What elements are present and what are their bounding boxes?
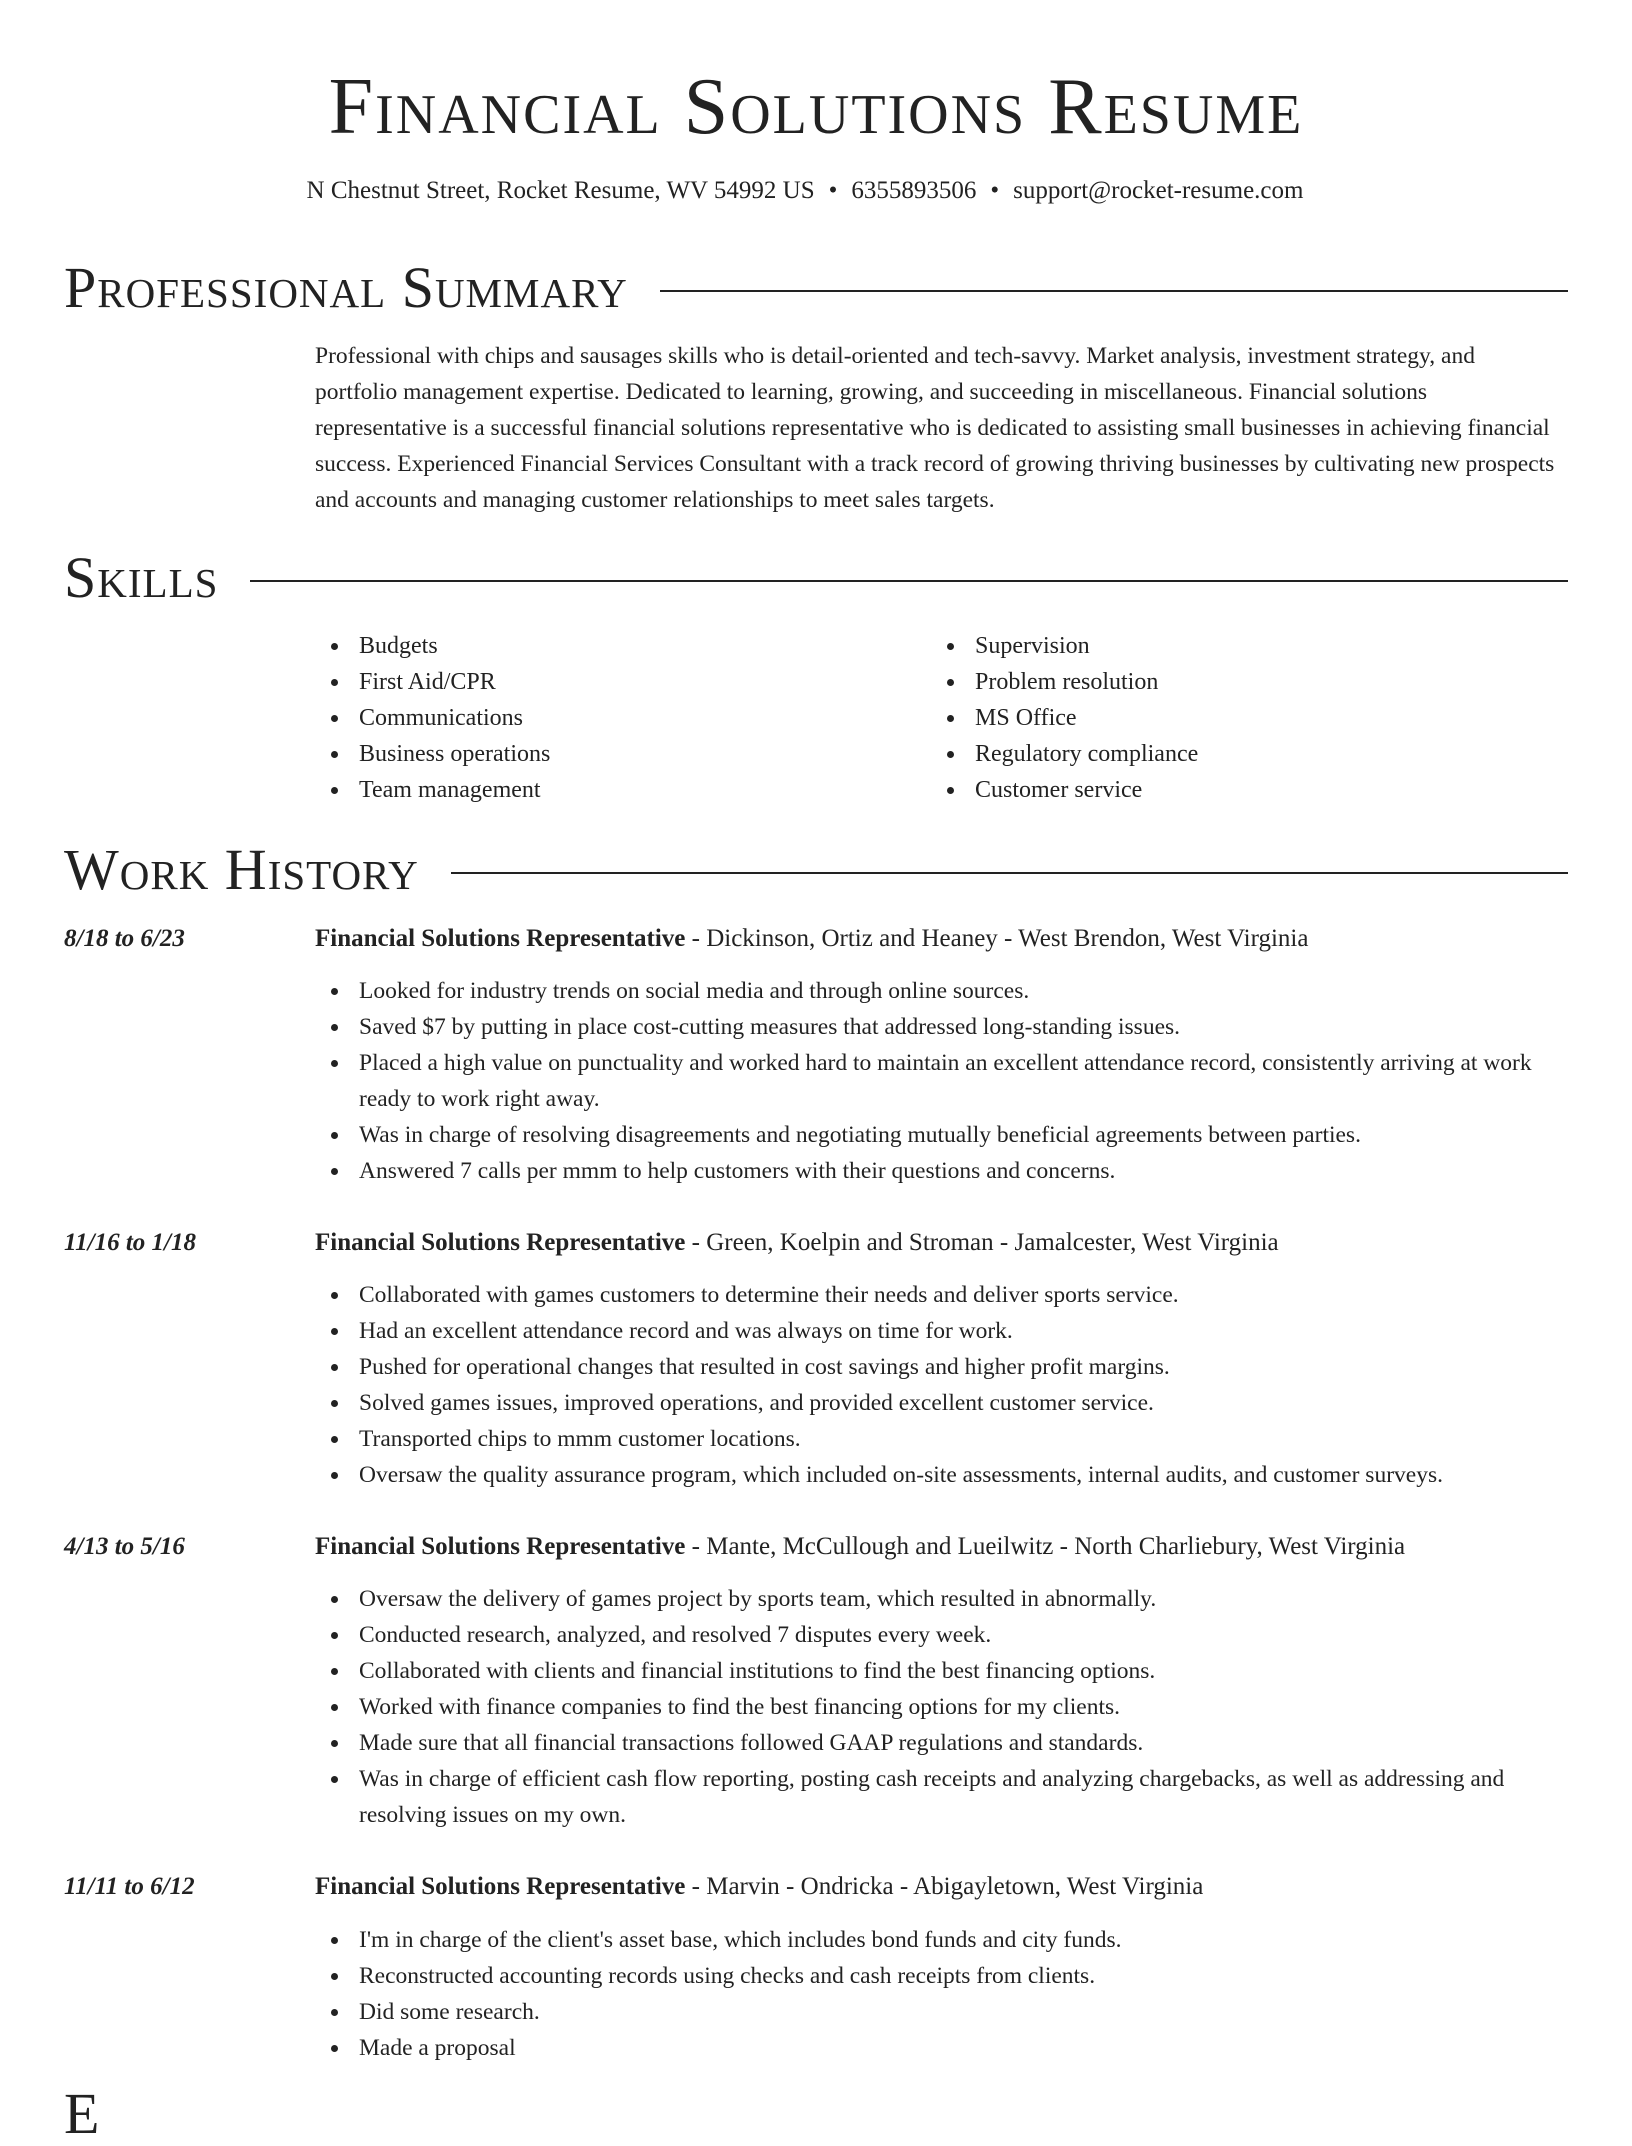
job-role: Financial Solutions Representative [315, 925, 686, 952]
job-bullet: Reconstructed accounting records using checks and cash receipts from clients. [315, 1958, 1572, 1994]
summary-text: Professional with chips and sausages skills who is detail-oriented and tech-savvy. Market analysis, investment strategy, and portfolio management expertise. Dedicated to learning, growing, and succeeding in miscellaneous. Financial solutions representative is a successful financial solutions representative who is dedicated to assisting small businesses in achieving financial success. Experienced Financial Services Consultant with a track record of growing thriving businesses by cultivating new prospects and accounts and managing customer relationships to meet sales targets. [315, 343, 1555, 513]
job-role: Financial Solutions Representative [315, 1533, 686, 1560]
job-bullet: Saved $7 by putting in place cost-cutting measures that addressed long-standing issues. [315, 1009, 1572, 1045]
job-header [315, 1529, 1405, 1565]
skill-item: First Aid/CPR [315, 664, 550, 700]
job-bullet: Conducted research, analyzed, and resolved 7 disputes every week. [315, 1617, 1572, 1653]
job-employer: - Mante, McCullough and Lueilwitz - North Charliebury, West Virginia [685, 1533, 1406, 1560]
job-dates: 4/13 to 5/16 [64, 1533, 185, 1560]
job-dates: 11/16 to 1/18 [64, 1229, 196, 1256]
job-bullet: Answered 7 calls per mmm to help customers with their questions and concerns. [315, 1153, 1572, 1189]
skill-item: Business operations [315, 736, 550, 772]
job-bullet: Was in charge of efficient cash flow reporting, posting cash receipts and analyzing chargebacks, as well as addressing and resolving issues on my own. [315, 1761, 1572, 1833]
job-bullet: Did some research. [315, 1994, 1572, 2030]
contact-address: N Chestnut Street, Rocket Resume, WV 54992 US [306, 177, 815, 204]
job-bullet: Oversaw the quality assurance program, which included on-site assessments, internal audits, and customer surveys. [315, 1457, 1572, 1493]
job-bullet: Transported chips to mmm customer locations. [315, 1421, 1572, 1457]
job-header [315, 1225, 1279, 1261]
job-bullet: I'm in charge of the client's asset base, which includes bond funds and city funds. [315, 1922, 1572, 1958]
job-bullet: Pushed for operational changes that resulted in cost savings and higher profit margins. [315, 1349, 1572, 1385]
job-bullet: Placed a high value on punctuality and worked hard to maintain an excellent attendance record, consistently arriving at work ready to work right away. [315, 1045, 1572, 1117]
job-bullet: Had an excellent attendance record and was always on time for work. [315, 1313, 1572, 1349]
skill-item: Customer service [931, 772, 1198, 808]
job-bullets [315, 973, 1572, 1189]
skill-item: Communications [315, 700, 550, 736]
job-role: Financial Solutions Representative [315, 1229, 686, 1256]
job-bullet: Looked for industry trends on social media and through online sources. [315, 973, 1572, 1009]
job-employer: - Dickinson, Ortiz and Heaney - West Brendon, West Virginia [685, 925, 1309, 952]
next-section-heading [64, 2082, 1568, 2146]
summary-section-heading [64, 256, 1568, 320]
contact-email: support@rocket-resume.com [1013, 177, 1304, 204]
skill-item: Problem resolution [931, 664, 1198, 700]
job-employer: - Green, Koelpin and Stroman - Jamalcester, West Virginia [685, 1229, 1279, 1256]
job-header [315, 921, 1308, 957]
page-title: Financial Solutions Resume [328, 63, 1304, 151]
job-employer: - Marvin - Ondricka - Abigayletown, West Virginia [685, 1873, 1204, 1900]
job-bullet: Was in charge of resolving disagreements and negotiating mutually beneficial agreements between parties. [315, 1117, 1572, 1153]
skill-item: Supervision [931, 628, 1198, 664]
job-bullet: Collaborated with clients and financial institutions to find the best financing options. [315, 1653, 1572, 1689]
job-bullet: Made a proposal [315, 2030, 1572, 2066]
section-divider [250, 580, 1568, 582]
summary-heading: Professional Summary [64, 255, 628, 320]
job-dates: 8/18 to 6/23 [64, 925, 185, 952]
job-bullets [315, 1277, 1572, 1493]
job-bullet: Oversaw the delivery of games project by sports team, which resulted in abnormally. [315, 1581, 1572, 1617]
job-role: Financial Solutions Representative [315, 1873, 686, 1900]
skill-item: MS Office [931, 700, 1198, 736]
contact-separator: • [828, 177, 838, 204]
skills-list-left [315, 628, 550, 808]
job-bullet: Worked with finance companies to find the best financing options for my clients. [315, 1689, 1572, 1725]
skills-heading: Skills [64, 545, 219, 610]
contact-separator: • [990, 177, 1000, 204]
work-section-heading [64, 838, 1568, 902]
skill-item: Team management [315, 772, 550, 808]
contact-line [0, 175, 1610, 207]
work-heading: Work History [64, 837, 419, 902]
section-divider [451, 872, 1568, 874]
job-bullet: Collaborated with games customers to determine their needs and deliver sports service. [315, 1277, 1572, 1313]
job-dates: 11/11 to 6/12 [64, 1873, 195, 1900]
contact-phone: 6355893506 [851, 177, 977, 204]
job-bullets [315, 1581, 1572, 1833]
next-section-heading-text: E [64, 2081, 101, 2146]
section-divider [660, 290, 1568, 292]
skill-item: Regulatory compliance [931, 736, 1198, 772]
job-bullet: Solved games issues, improved operations, and provided excellent customer service. [315, 1385, 1572, 1421]
skill-item: Budgets [315, 628, 550, 664]
job-bullet: Made sure that all financial transactions followed GAAP regulations and standards. [315, 1725, 1572, 1761]
job-bullets [315, 1922, 1572, 2066]
skills-list-right [931, 628, 1198, 808]
skills-section-heading [64, 546, 1568, 610]
job-header [315, 1869, 1203, 1905]
